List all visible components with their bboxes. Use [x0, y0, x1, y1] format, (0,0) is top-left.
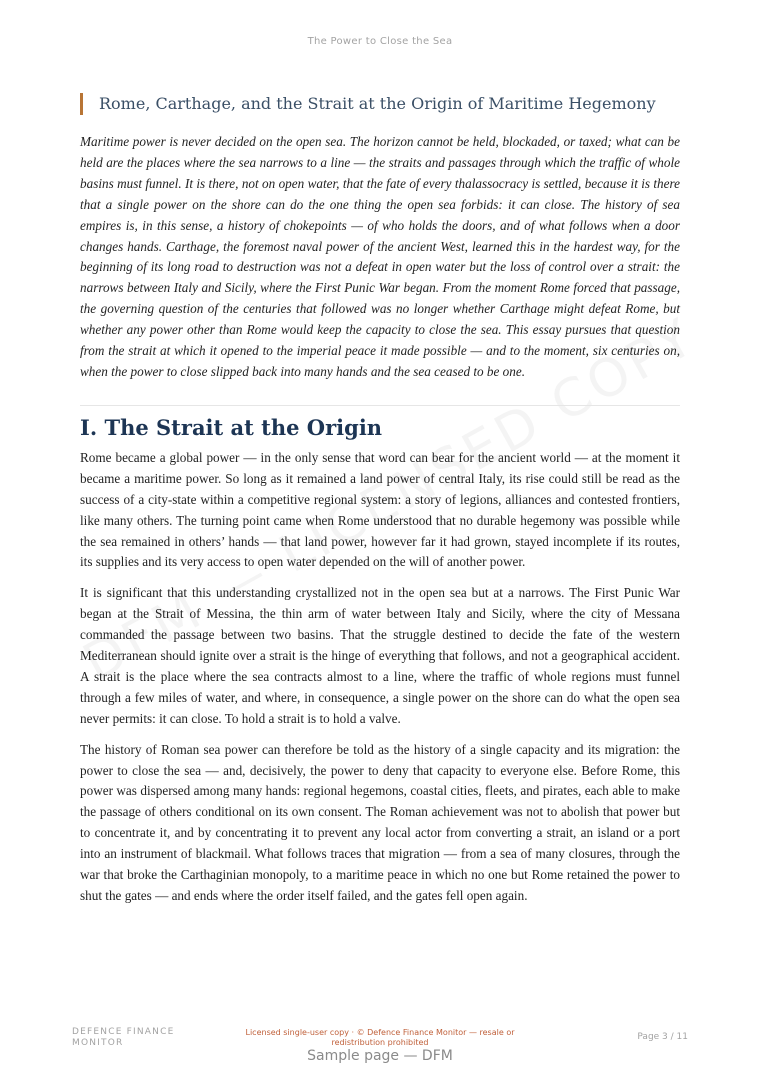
footer-brand-line-1: DEFENCE FINANCE [72, 1027, 175, 1037]
footer-license-notice: Licensed single-user copy · © Defence Finance Monitor — resale or redistribution prohibited [245, 1028, 515, 1047]
footer-brand [72, 1027, 174, 1049]
footer-brand-line-2: MONITOR [72, 1038, 124, 1048]
page-content [80, 93, 680, 917]
body-paragraph-1: Rome became a global power — in the only sense that word can bear for the ancient world — at the moment it became a maritime power. So long as it remained a land power of central Italy, its rise could still be read as the success of a city-state within a competitive regional system: a story of legions, alliances and contested frontiers, like many others. The turning point came when Rome understood that no durable hegemony was possible while the sea remained in others’ hands — that land power, however far it had grown, stayed incomplete if its routes, its supplies and its very access to open water depended on the will of another power. [80, 449, 680, 570]
sample-page-label: Sample page — DFM [307, 1048, 453, 1064]
chapter-title: I. The Strait at the Origin [80, 414, 383, 440]
page-number: Page 3 / 11 [637, 1032, 688, 1042]
body-paragraph-3: The history of Roman sea power can therefore be told as the history of a single capacity and its migration: the power to close the sea — and, decisively, the power to deny that capacity to everyone else. Before Rome, this power was dispersed among many hands: regional hegemons, coastal cities, fleets, and pirates, each able to make the passage of others conditional on its own consent. The Roman achievement was not to abolish that power but to concentrate it, and by concentrating it to prevent any local actor from converting a strait, an island or a port into an instrument of blackmail. What follows traces that migration — from a sea of many closures, through the war that broke the Carthaginian monopoly, to a maritime peace in which no one but Rome retained the power to shut the gates — and ends where the order itself failed, and the gates fell open again. [80, 741, 680, 903]
abstract-paragraph: Maritime power is never decided on the open sea. The horizon cannot be held, blockaded, or taxed; what can be held are the places where the sea narrows to a line — the straits and passages through which the traffic of whole basins must funnel. It is there, not on open water, that the fate of every thalassocracy is settled, because it is there that a single power on the shore can do the one thing the open sea forbids: it can close. The history of sea empires is, in this sense, a history of chokepoints — of who holds the doors, and of what follows when a door changes hands. Carthage, the foremost naval power of the ancient West, learned this in the hardest way, for the beginning of its long road to destruction was not a defeat in open water but the loss of control over a strait: the narrows between Italy and Sicily, where the First Punic War began. From the moment Rome forced that passage, the governing question of the centuries that followed was no longer whether Carthage might defeat Rome, but whether any power other than Rome would keep the capacity to close the sea. This essay pursues that question from the strait at which it opened to the imperial peace it made possible — and to the moment, six centuries on, when the power to close slipped back into many hands and the sea ceased to be one. [80, 134, 680, 379]
body-paragraph-2: It is significant that this understanding crystallized not in the open sea but at a narrows. The First Punic War began at the Strait of Messina, the thin arm of water between Italy and Sicily, where the city of Messana commanded the passage between two basins. That the struggle destined to decide the fate of the western Mediterranean should ignite over a strait is the hinge of everything that follows, and not a geographical accident. A strait is the place where the sea contracts almost to a line, where the traffic of whole regions must funnel through a few miles of water, and where, in consequence, a single power on the shore can do what the open sea never permits: it can close. To hold a strait is to hold a valve. [80, 585, 680, 726]
running-head: The Power to Close the Sea [307, 36, 453, 47]
divider [80, 405, 680, 406]
section-title: Rome, Carthage, and the Strait at the Origin of Maritime Hegemony [80, 93, 680, 115]
